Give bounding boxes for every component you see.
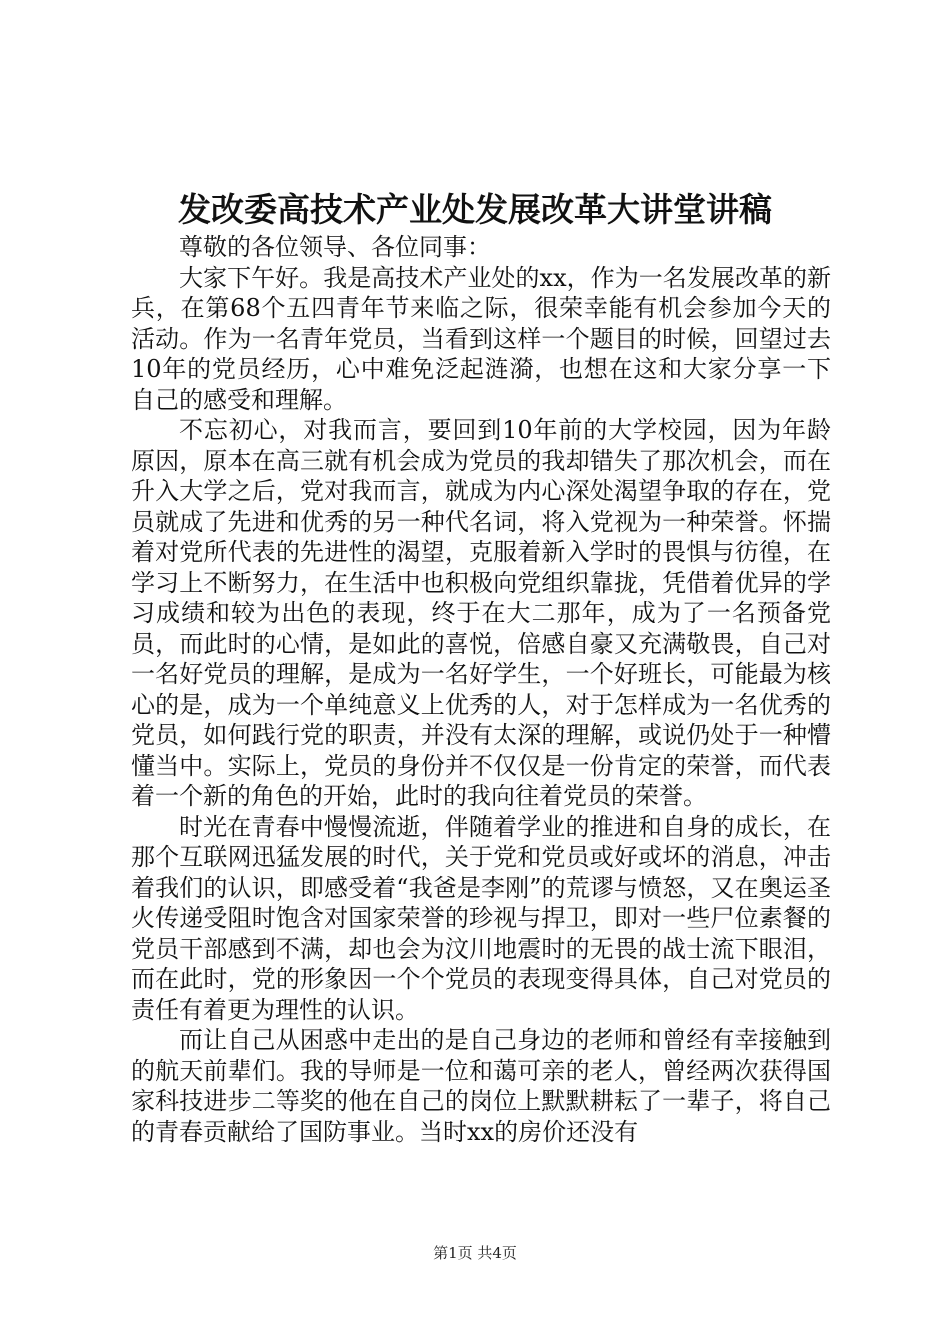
body-paragraph: 不忘初心，对我而言，要回到10年前的大学校园，因为年龄原因，原本在高三就有机会成为党员的我却错失了那次机会，而在升入大学之后，党对我而言，就成为内心深处渴望争取的存在，党员就成了先进和优秀的另一种代名词，将入党视为一种荣誉。怀揣着对党所代表的先进性的渴望，克服着新入学时的畏惧与彷徨，在学习上不断努力，在生活中也积极向党组织靠拢，凭借着优异的学习成绩和较为出色的表现，终于在大二那年，成为了一名预备党员，而此时的心情，是如此的喜悦，倍感自豪又充满敬畏，自己对一名好党员的理解，是成为一名好学生，一个好班长，可能最为核心的是，成为一个单纯意义上优秀的人，对于怎样成为一名优秀的党员，如何践行党的职责，并没有太深的理解，或说仍处于一种懵懂当中。实际上，党员的身份并不仅仅是一份肯定的荣誉，而代表着一个新的角色的开始，此时的我向往着党员的荣誉。 [131, 416, 831, 810]
body-paragraph: 而让自己从困惑中走出的是自己身边的老师和曾经有幸接触到的航天前辈们。我的导师是一位和蔼可亲的老人，曾经两次获得国家科技进步二等奖的他在自己的岗位上默默耕耘了一辈子，将自己的青春贡献给了国防事业。当时xx的房价还没有 [131, 1026, 831, 1146]
body-paragraph: 大家下午好。我是高技术产业处的xx，作为一名发展改革的新兵，在第68个五四青年节来临之际，很荣幸能有机会参加今天的活动。作为一名青年党员，当看到这样一个题目的时候，回望过去10年的党员经历，心中难免泛起涟漪，也想在这和大家分享一下自己的感受和理解。 [131, 263, 831, 414]
document-title: 发改委高技术产业处发展改革大讲堂讲稿 [178, 190, 772, 229]
document-body [131, 232, 831, 1147]
salutation-paragraph: 尊敬的各位领导、各位同事： [179, 233, 491, 261]
body-paragraph: 时光在青春中慢慢流逝，伴随着学业的推进和自身的成长，在那个互联网迅猛发展的时代，关于党和党员或好或坏的消息，冲击着我们的认识，即感受着“我爸是李刚”的荒谬与愤怒，又在奥运圣火传递受阻时饱含对国家荣誉的珍视与捍卫，即对一些尸位素餐的党员干部感到不满，却也会为汶川地震时的无畏的战士流下眼泪，而在此时，党的形象因一个个党员的表现变得具体，自己对党员的责任有着更为理性的认识。 [131, 812, 831, 1024]
page-number-footer: 第1页 共4页 [433, 1244, 517, 1262]
